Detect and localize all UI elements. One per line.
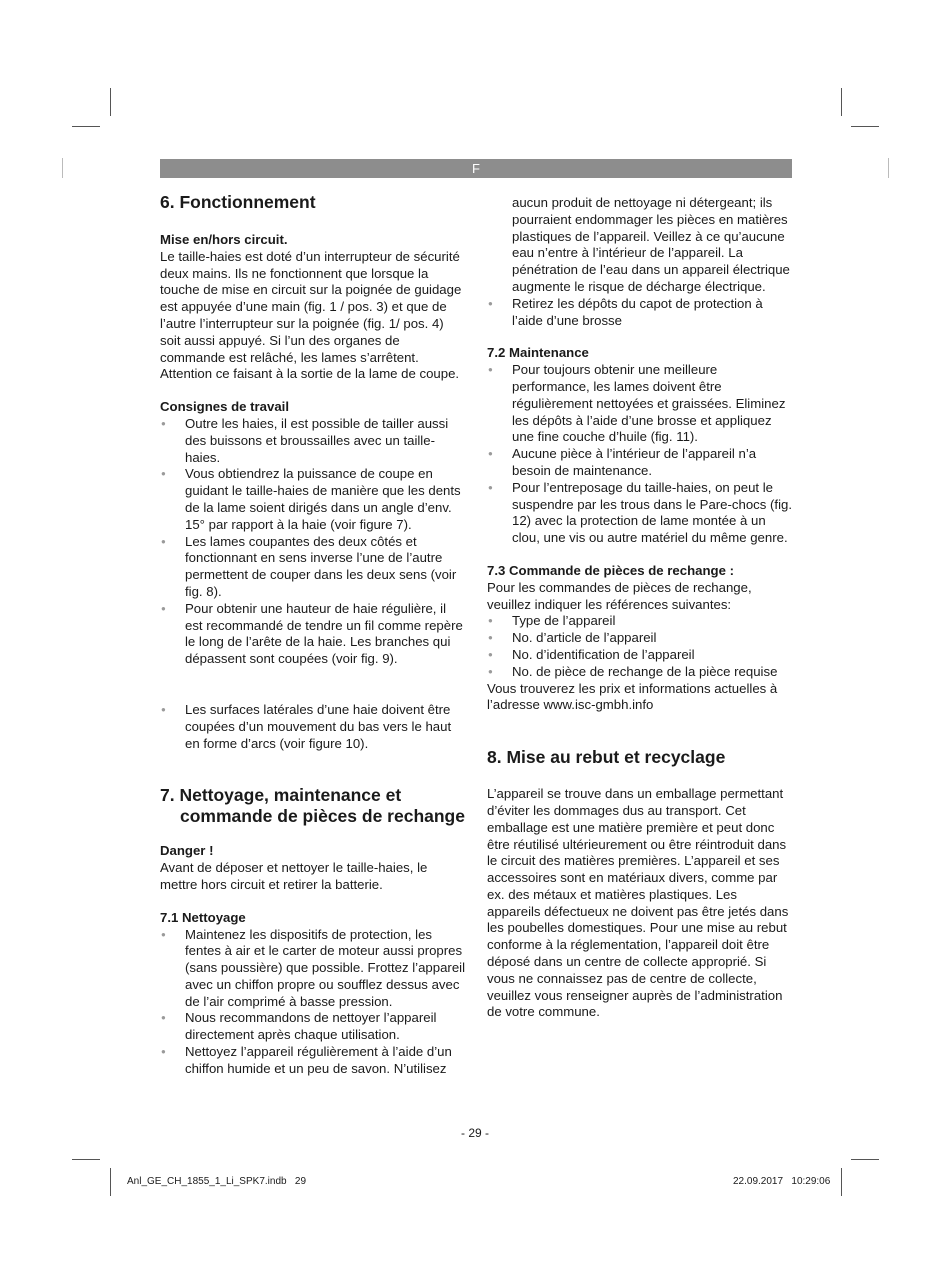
mise-en-circuit-text: Le taille-haies est doté d’un interrupteur de sécurité deux mains. Ils ne fonctionnent que lorsque la touche de mise en circuit sur la poignée de guidage est appuyée d’une main (fig. 1 / pos. 3) et que de l’autre l’interrupteur sur la poignée (fig. 1/ pos. 4) soit aussi appuyé. Si l’un des organes de commande est relâché, les lames s’arrêtent. Attention ce faisant à la sortie de la lame de coupe. xyxy=(160,248,462,382)
nettoyage-list xyxy=(160,927,465,1078)
list-item: ● Les lames coupantes des deux côtés et fonctionnant en sens inverse l’une de l’autre permettent de couper dans les deux sens (voir fig. 8). xyxy=(160,534,465,601)
crop-mark xyxy=(72,1159,100,1160)
crop-mark xyxy=(841,88,842,116)
list-item: ● Pour toujours obtenir une meilleure performance, les lames doivent être régulièrement nettoyées et graissées. Eliminez les dépôts à l’aide d’une brosse et appliquez une fine couche d’huile (fig. 11). xyxy=(487,362,792,446)
print-date: 22.09.2017 10:29:06 xyxy=(733,1176,831,1187)
list-item: ● Aucune pièce à l’intérieur de l’appareil n’a besoin de maintenance. xyxy=(487,446,792,480)
section-7-title: 7. Nettoyage, maintenance et commande de pièces de rechange xyxy=(160,785,465,827)
crop-mark xyxy=(72,126,100,127)
language-header-bar: F xyxy=(160,159,792,178)
section-7-1-title: 7.1 Nettoyage xyxy=(160,909,246,925)
list-item: ● No. d’identification de l’appareil xyxy=(487,647,792,664)
section-8-text: L’appareil se trouve dans un emballage permettant d’éviter les dommages dus au transport. Cet emballage est une matière première et peut donc être réutilisé ultérieurement ou être réintroduit dans le circuit des matières premières. L’appareil et ses accessoires sont en matériaux divers, comme par ex. des métaux et matières plastiques. Les appareils défectueux ne doivent pas être jetés dans les poubelles domestiques. Pour une mise au rebut conforme à la réglementation, l’appareil doit être déposé dans un centre de collecte approprié. Si vous ne connaissez pas de centre de collecte, veuillez vous renseigner auprès de l’administration de votre commune. xyxy=(487,786,789,1020)
list-item: ● No. de pièce de rechange de la pièce requise xyxy=(487,664,792,681)
danger-title: Danger ! xyxy=(160,843,214,859)
left-column xyxy=(160,192,465,1078)
section-6-title: 6. Fonctionnement xyxy=(160,192,316,212)
danger-text: Avant de déposer et nettoyer le taille-haies, le mettre hors circuit et retirer la batterie. xyxy=(160,860,428,892)
list-item: ● Nous recommandons de nettoyer l’appareil directement après chaque utilisation. xyxy=(160,1010,465,1044)
side-mark xyxy=(62,158,63,178)
references-list xyxy=(487,613,792,680)
list-item: ● Pour obtenir une hauteur de haie régulière, il est recommandé de tendre un fil comme repère le long de l’arête de la haie. Les branches qui dépassent sont coupées (voir fig. 9). xyxy=(160,601,465,668)
side-mark xyxy=(888,158,889,178)
section-8-title: 8. Mise au rebut et recyclage xyxy=(487,747,726,768)
right-column xyxy=(487,195,792,1021)
consignes-list xyxy=(160,416,465,752)
list-item: ● Nettoyez l’appareil régulièrement à l’aide d’un chiffon humide et un peu de savon. N’utilisez xyxy=(160,1044,465,1078)
list-item: ● Pour l’entreposage du taille-haies, on peut le suspendre par les trous dans le Pare-chocs (fig. 12) avec la protection de lame montée à un clou, une vis ou autre matériel du même genre. xyxy=(487,480,792,547)
mise-en-circuit-title: Mise en/hors circuit. xyxy=(160,232,288,247)
list-item: ● Retirez les dépôts du capot de protection à l’aide d’une brosse xyxy=(487,296,792,330)
page-number: - 29 - xyxy=(460,1126,489,1140)
list-item: ● Maintenez les dispositifs de protection, les fentes à air et le carter de moteur aussi propres (sans poussière) que possible. Frottez l’appareil avec un chiffon propre ou soufflez dessus avec de l’air comprimé à basse pression. xyxy=(160,927,465,1011)
crop-mark xyxy=(851,126,879,127)
list-item: ● Type de l’appareil xyxy=(487,613,792,630)
maintenance-list xyxy=(487,362,792,547)
list-item: ● Les surfaces latérales d’une haie doivent être coupées d’un mouvement du bas vers le haut en forme d’arcs (voir figure 10). xyxy=(160,702,465,752)
section-7-3-title: 7.3 Commande de pièces de rechange : xyxy=(487,562,734,578)
list-item: ● No. d’article de l’appareil xyxy=(487,630,792,647)
section-7-3-intro: Pour les commandes de pièces de rechange, veuillez indiquer les références suivantes: xyxy=(487,579,752,612)
section-7-3-outro: Vous trouverez les prix et informations actuelles à l’adresse www.isc-gmbh.info xyxy=(487,680,778,713)
crop-mark xyxy=(110,88,111,116)
crop-mark xyxy=(851,1159,879,1160)
crop-mark xyxy=(110,1168,111,1196)
list-item: ● Outre les haies, il est possible de tailler aussi des buissons et broussailles avec un taille-haies. xyxy=(160,416,465,466)
nettoyage-continued: aucun produit de nettoyage ni détergeant; ils pourraient endommager les pièces en matières plastiques de l’appareil. Veillez à ce qu’aucune eau n’entre à l’intérieur de l’appareil. La pénétration de l’eau dans un appareil électrique augmente le risque de décharge électrique. xyxy=(512,195,790,294)
nettoyage-list-continued xyxy=(487,296,792,330)
crop-mark xyxy=(841,1168,842,1196)
section-7-2-title: 7.2 Maintenance xyxy=(487,345,589,361)
file-name: Anl_GE_CH_1855_1_Li_SPK7.indb 29 xyxy=(127,1176,307,1187)
list-item: ● Vous obtiendrez la puissance de coupe en guidant le taille-haies de manière que les dents de la lame soient dirigés dans un angle d’env. 15° par rapport à la haie (voir figure 7). xyxy=(160,466,465,533)
consignes-title: Consignes de travail xyxy=(160,399,289,415)
